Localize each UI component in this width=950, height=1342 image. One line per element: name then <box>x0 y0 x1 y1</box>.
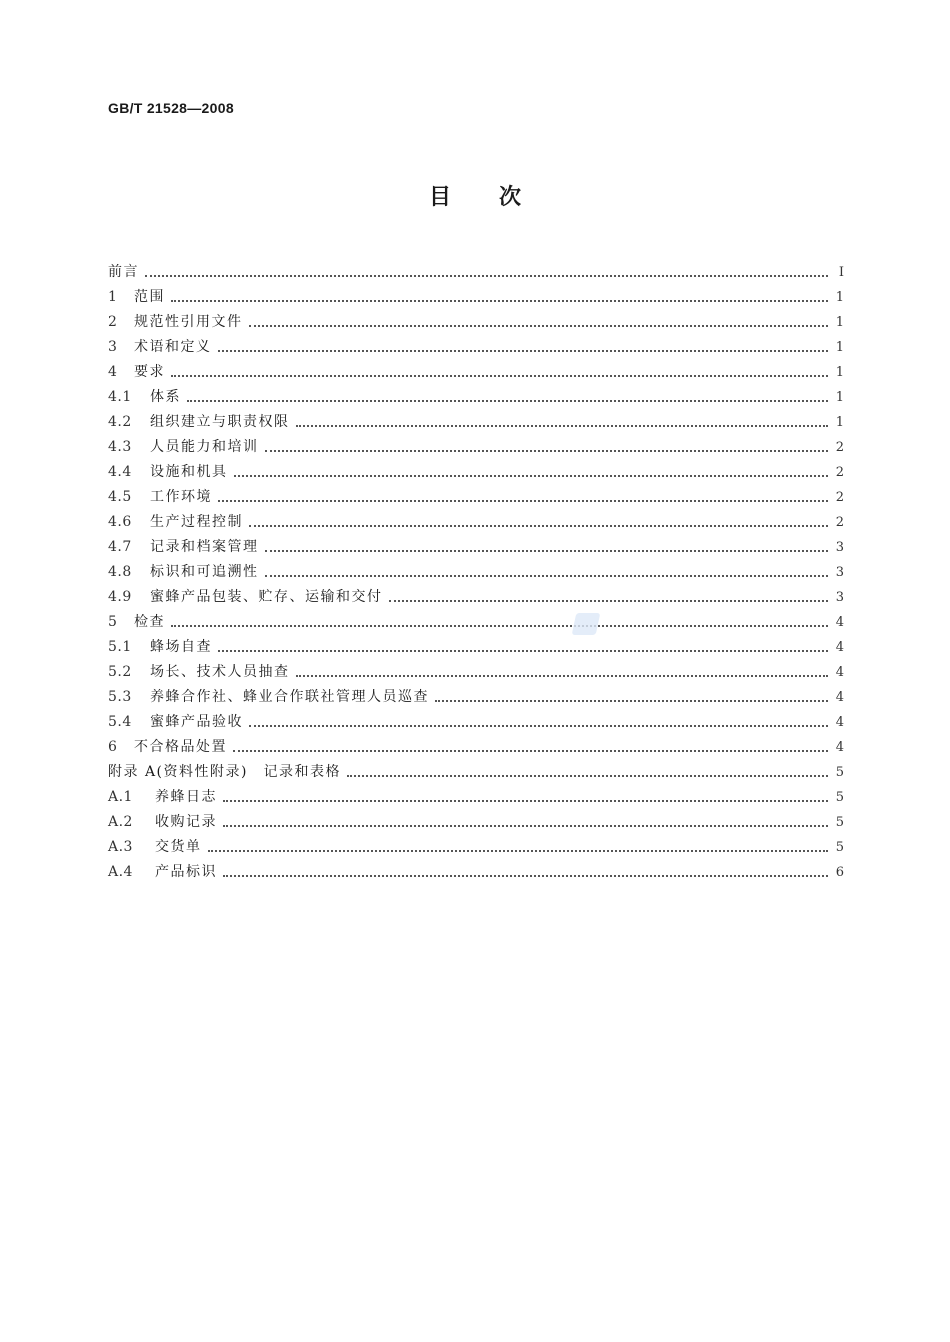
toc-entry-title: 人员能力和培训 <box>150 439 259 455</box>
toc-dot-leader <box>435 685 828 710</box>
toc-entry-page: 4 <box>835 690 844 705</box>
toc-entry-number: 4.3 <box>108 439 132 455</box>
toc-entry-page: 1 <box>835 415 844 430</box>
toc-entry-number: 5.2 <box>108 664 132 680</box>
toc-entry[interactable] <box>108 260 844 285</box>
toc-dot-leader <box>187 385 828 410</box>
toc-entry-page: 3 <box>835 540 844 555</box>
toc-dot-leader <box>171 285 828 310</box>
toc-entry[interactable] <box>108 785 844 810</box>
toc-entry-title: 设施和机具 <box>150 464 228 480</box>
toc-entry-title: 交货单 <box>155 839 202 855</box>
toc-dot-leader <box>234 460 829 485</box>
toc-entry-page: 4 <box>835 740 844 755</box>
toc-entry-page: 1 <box>835 365 844 380</box>
toc-entry-number: 4.6 <box>108 514 132 530</box>
table-of-contents <box>108 260 844 885</box>
toc-entry[interactable] <box>108 810 844 835</box>
toc-entry-number: 5.1 <box>108 639 132 655</box>
toc-entry-page: 5 <box>835 840 844 855</box>
toc-entry-title: 要求 <box>134 364 165 380</box>
toc-entry-page: 1 <box>835 315 844 330</box>
toc-entry-page: 4 <box>835 665 844 680</box>
toc-entry[interactable] <box>108 635 844 660</box>
toc-dot-leader <box>223 810 828 835</box>
toc-dot-leader <box>389 585 829 610</box>
toc-entry[interactable] <box>108 710 844 735</box>
toc-entry-title: 术语和定义 <box>134 339 212 355</box>
toc-entry-page: 3 <box>835 590 844 605</box>
toc-entry[interactable] <box>108 510 844 535</box>
toc-entry-title: 生产过程控制 <box>150 514 243 530</box>
toc-entry-page: 2 <box>835 490 844 505</box>
toc-dot-leader <box>218 635 828 660</box>
toc-entry-number: 4 <box>108 364 118 380</box>
toc-entry-page: 4 <box>835 715 844 730</box>
toc-entry-page: 5 <box>835 815 844 830</box>
toc-dot-leader <box>218 485 828 510</box>
toc-entry[interactable] <box>108 360 844 385</box>
toc-entry[interactable] <box>108 660 844 685</box>
toc-entry[interactable] <box>108 685 844 710</box>
toc-entry-page: 1 <box>835 390 844 405</box>
toc-entry-title: 不合格品处置 <box>134 739 227 755</box>
toc-dot-leader <box>296 410 829 435</box>
toc-dot-leader <box>233 735 828 760</box>
toc-entry[interactable] <box>108 460 844 485</box>
toc-entry[interactable] <box>108 835 844 860</box>
toc-dot-leader <box>223 785 828 810</box>
toc-entry-title: 蜜蜂产品包装、贮存、运输和交付 <box>150 589 383 605</box>
watermark-logo-icon <box>572 613 601 635</box>
toc-entry-title: 蜂场自查 <box>150 639 212 655</box>
toc-entry[interactable] <box>108 410 844 435</box>
toc-entry-number: 4.2 <box>108 414 132 430</box>
toc-entry[interactable] <box>108 610 844 635</box>
toc-entry-number: 6 <box>108 739 118 755</box>
toc-dot-leader <box>249 510 828 535</box>
toc-entry-page: 4 <box>835 615 844 630</box>
toc-entry-number: 4.7 <box>108 539 132 555</box>
toc-entry-title: 前言 <box>108 264 139 280</box>
toc-entry-title: 收购记录 <box>155 814 217 830</box>
toc-entry-page: 5 <box>835 765 844 780</box>
toc-entry-title: 记录和档案管理 <box>150 539 259 555</box>
toc-entry-page: 2 <box>835 515 844 530</box>
toc-entry-number: 4.4 <box>108 464 132 480</box>
toc-entry-number: A.3 <box>108 839 133 855</box>
toc-entry-page: 4 <box>835 640 844 655</box>
toc-dot-leader <box>145 260 828 285</box>
toc-dot-leader <box>249 310 829 335</box>
toc-entry[interactable] <box>108 585 844 610</box>
toc-entry-page: 3 <box>835 565 844 580</box>
toc-dot-leader <box>249 710 828 735</box>
toc-entry-title: 附录 A(资料性附录) 记录和表格 <box>108 764 341 780</box>
toc-dot-leader <box>171 610 828 635</box>
toc-entry-title: 产品标识 <box>155 864 217 880</box>
toc-entry-number: 1 <box>108 289 118 305</box>
toc-entry[interactable] <box>108 310 844 335</box>
toc-entry[interactable] <box>108 535 844 560</box>
toc-entry[interactable] <box>108 435 844 460</box>
toc-entry-title: 养蜂合作社、蜂业合作联社管理人员巡查 <box>150 689 429 705</box>
toc-entry[interactable] <box>108 735 844 760</box>
toc-entry-page: 6 <box>835 865 844 880</box>
toc-entry-title: 检查 <box>134 614 165 630</box>
toc-dot-leader <box>208 835 829 860</box>
toc-entry-number: 4.8 <box>108 564 132 580</box>
toc-entry[interactable] <box>108 385 844 410</box>
toc-entry-title: 组织建立与职责权限 <box>150 414 290 430</box>
toc-entry-title: 范围 <box>134 289 165 305</box>
toc-entry[interactable] <box>108 485 844 510</box>
toc-dot-leader <box>347 760 828 785</box>
toc-entry-title: 规范性引用文件 <box>134 314 243 330</box>
toc-entry-number: A.1 <box>108 789 133 805</box>
toc-entry-number: 5 <box>108 614 118 630</box>
toc-entry-title: 场长、技术人员抽查 <box>150 664 290 680</box>
toc-entry[interactable] <box>108 335 844 360</box>
toc-entry-number: A.4 <box>108 864 133 880</box>
toc-entry-page: 5 <box>835 790 844 805</box>
toc-entry[interactable] <box>108 285 844 310</box>
toc-entry[interactable] <box>108 760 844 785</box>
page-title: 目次 <box>428 185 569 210</box>
toc-entry-number: 5.4 <box>108 714 132 730</box>
toc-entry-number: 4.9 <box>108 589 132 605</box>
toc-dot-leader <box>171 360 828 385</box>
toc-entry-number: 4.1 <box>108 389 132 405</box>
toc-entry-number: 4.5 <box>108 489 132 505</box>
toc-dot-leader <box>265 535 829 560</box>
toc-entry-number: 3 <box>108 339 118 355</box>
toc-entry-title: 养蜂日志 <box>155 789 217 805</box>
standard-code: GB/T 21528—2008 <box>108 100 234 116</box>
toc-dot-leader <box>223 860 828 885</box>
toc-entry-number: 5.3 <box>108 689 132 705</box>
toc-entry-page: 2 <box>835 440 844 455</box>
toc-dot-leader <box>296 660 829 685</box>
toc-entry-page: 1 <box>835 340 844 355</box>
toc-entry-number: 2 <box>108 314 118 330</box>
toc-entry-title: 蜜蜂产品验收 <box>150 714 243 730</box>
toc-entry-title: 标识和可追溯性 <box>150 564 259 580</box>
toc-entry[interactable] <box>108 860 844 885</box>
toc-dot-leader <box>265 435 829 460</box>
toc-entry-page: 2 <box>835 465 844 480</box>
toc-entry-title: 体系 <box>150 389 181 405</box>
toc-entry-page: 1 <box>835 290 844 305</box>
toc-entry-number: A.2 <box>108 814 133 830</box>
toc-entry[interactable] <box>108 560 844 585</box>
toc-entry-page: Ⅰ <box>838 265 844 280</box>
toc-dot-leader <box>218 335 829 360</box>
toc-entry-title: 工作环境 <box>150 489 212 505</box>
toc-dot-leader <box>265 560 829 585</box>
